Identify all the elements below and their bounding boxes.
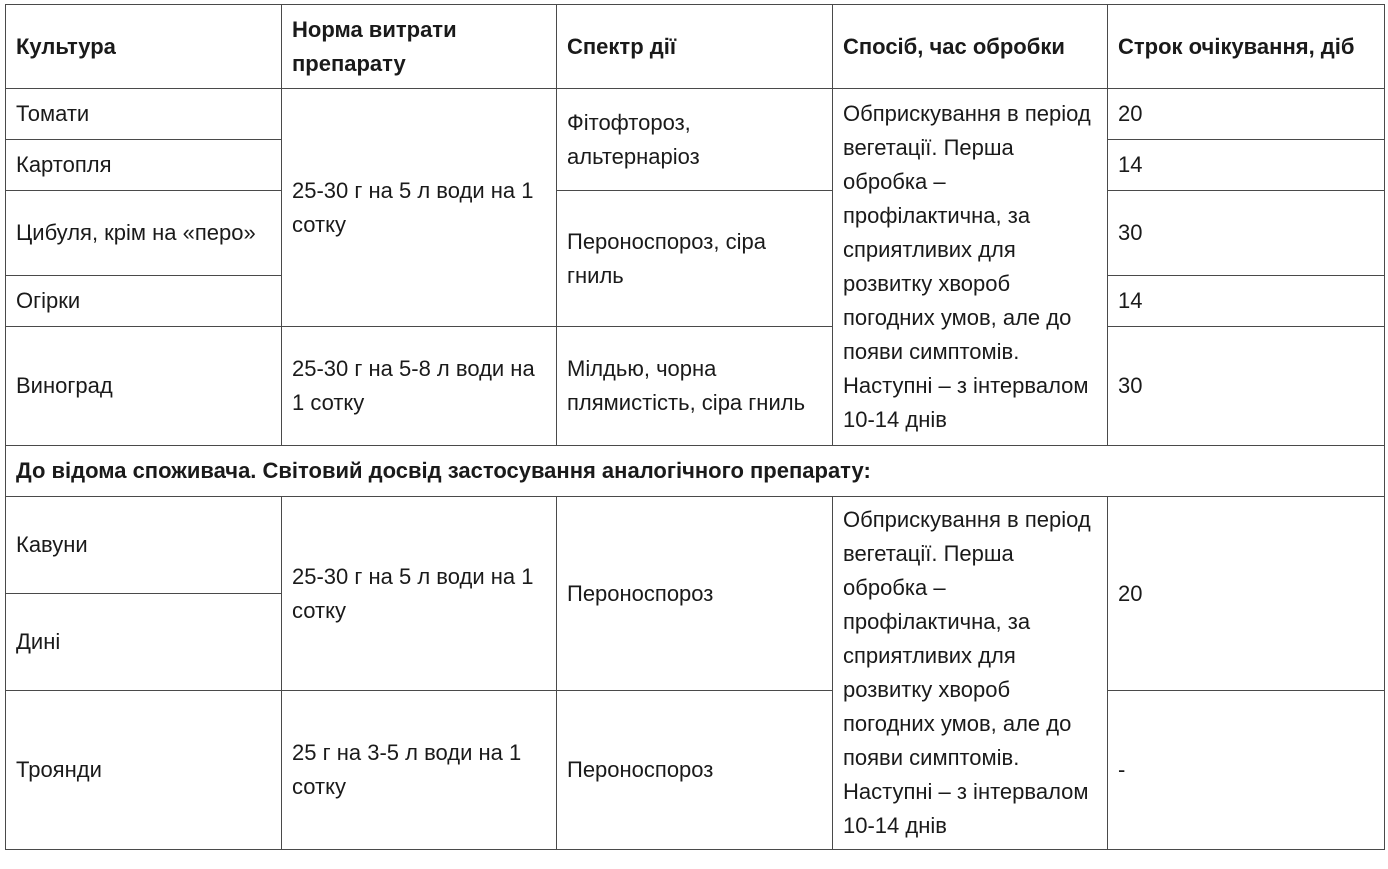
crop-cell: Картопля [6,140,282,191]
spectrum-cell: Пероноспороз [557,691,833,850]
method-cell: Обприскування в період вегетації. Перша обробка – профілактична, за сприятливих для розвитку хвороб погодних умов, але до появи симптомів. Наступні – з інтервалом 10-14 днів [833,497,1108,850]
header-crop: Культура [6,5,282,89]
crop-cell: Огірки [6,276,282,327]
rate-cell: 25-30 г на 5-8 л води на 1 сотку [282,327,557,446]
header-method: Спосіб, час обробки [833,5,1108,89]
crop-cell: Цибуля, крім на «перо» [6,191,282,276]
crop-cell: Виноград [6,327,282,446]
table-header-row [6,5,1385,89]
crop-cell: Троянди [6,691,282,850]
waiting-cell: 20 [1108,497,1385,691]
note-row [6,446,1385,497]
table-row [6,691,1385,850]
rate-cell: 25 г на 3-5 л води на 1 сотку [282,691,557,850]
waiting-cell: 14 [1108,276,1385,327]
method-cell: Обприскування в період вегетації. Перша обробка – профілактична, за сприятливих для розвитку хвороб погодних умов, але до появи симптомів. Наступні – з інтервалом 10-14 днів [833,89,1108,446]
header-spectrum: Спектр дії [557,5,833,89]
rate-cell: 25-30 г на 5 л води на 1 сотку [282,497,557,691]
crop-cell: Кавуни [6,497,282,594]
table-row [6,497,1385,594]
waiting-cell: - [1108,691,1385,850]
table-row [6,191,1385,276]
waiting-cell: 30 [1108,327,1385,446]
spectrum-cell: Фітофтороз, альтернаріоз [557,89,833,191]
spectrum-cell: Пероноспороз [557,497,833,691]
header-rate: Норма витрати препарату [282,5,557,89]
spectrum-cell: Пероноспороз, сіра гниль [557,191,833,327]
treatment-table [5,4,1385,850]
table-row [6,89,1385,140]
table-row [6,327,1385,446]
crop-cell: Томати [6,89,282,140]
consumer-note: До відома споживача. Світовий досвід застосування аналогічного препарату: [6,446,1385,497]
waiting-cell: 14 [1108,140,1385,191]
rate-cell: 25-30 г на 5 л води на 1 сотку [282,89,557,327]
crop-cell: Дині [6,594,282,691]
spectrum-cell: Мілдью, чорна плямистість, сіра гниль [557,327,833,446]
waiting-cell: 20 [1108,89,1385,140]
header-waiting: Строк очікування, діб [1108,5,1385,89]
waiting-cell: 30 [1108,191,1385,276]
